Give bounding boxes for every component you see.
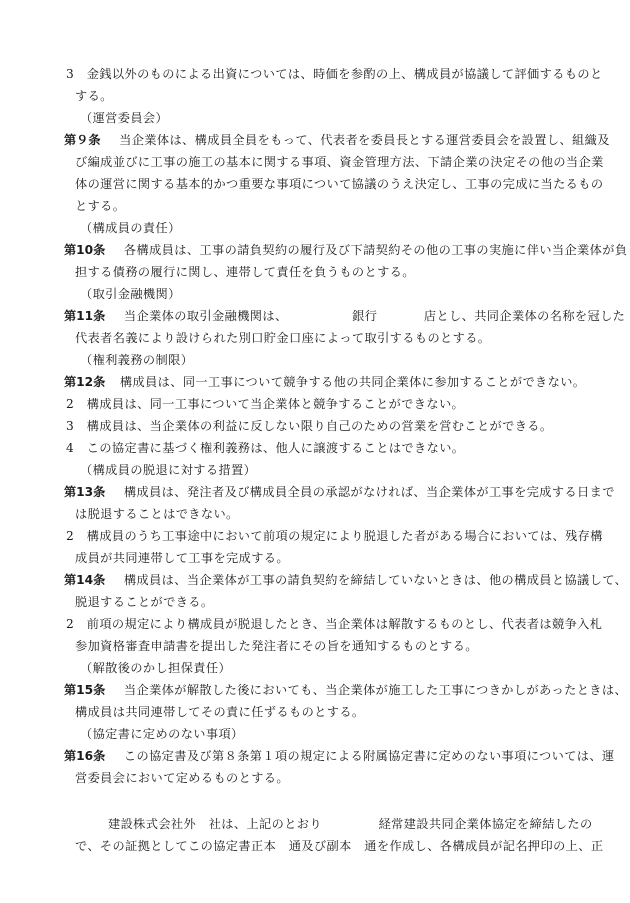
article-number: 第12条 [64, 375, 106, 389]
article-line [64, 682, 627, 698]
paragraph-line: 脱退することができる。 [75, 595, 214, 609]
paragraph-line: 3 構成員は、当企業体の利益に反しない限り自己のための営業を営むことができる。 [66, 419, 553, 433]
paragraph-line: 担する債務の履行に関し、連帯して責任を負うものとする。 [75, 265, 415, 279]
article-number: 第９条 [64, 133, 101, 147]
closing-text-cont: 経常建設共同企業体協定を締結したの [378, 817, 593, 831]
article-text: 構成員は、発注者及び構成員全員の承認がなければ、当企業体が工事を完成する日まで [123, 485, 615, 499]
article-line [64, 572, 627, 588]
paragraph-line: は脱退することはできない。 [75, 507, 239, 521]
section-heading: （運営委員会） [80, 111, 169, 125]
paragraph-line: 2 構成員は、同一工事について当企業体と競争することができない。 [66, 397, 465, 411]
closing-text: 建設株式会社外 社は、上記のとおり [108, 817, 322, 831]
paragraph-line: 3 金銭以外のものによる出資については、時価を参酌の上、構成員が協議して評価するものと [66, 67, 603, 81]
article-text-cont: 店とし、共同企業体の名称を冠した [423, 309, 626, 323]
section-heading: （構成員の責任） [80, 221, 181, 235]
article-number: 第11条 [64, 309, 106, 323]
article-line [64, 374, 585, 390]
paragraph-line: 代表者名義により設けられた別口貯金口座によって取引するものとする。 [75, 331, 491, 345]
article-line [64, 748, 615, 764]
article-line [64, 308, 625, 324]
article-line [64, 132, 610, 148]
bank-label: 銀行 [352, 309, 378, 323]
article-text: 当企業体が解散した後においても、当企業体が施工した工事につきかしがあったときは、 [123, 683, 628, 697]
paragraph-line: する。 [75, 89, 113, 103]
paragraph-line: 営委員会において定めるものとする。 [75, 771, 289, 785]
paragraph-line: とする。 [75, 199, 126, 213]
article-number: 第16条 [64, 749, 106, 763]
paragraph-line: 構成員は共同連帯してその責に任ずるものとする。 [75, 705, 365, 719]
section-heading: （構成員の脱退に対する措置） [80, 463, 257, 477]
paragraph-line: 2 前項の規定により構成員が脱退したとき、当企業体は解散するものとし、代表者は競争入札 [66, 617, 603, 631]
article-number: 第13条 [64, 485, 106, 499]
article-text: 構成員は、当企業体が工事の請負契約を締結していないときは、他の構成員と協議して、 [123, 573, 628, 587]
paragraph-line: 4 この協定書に基づく権利義務は、他人に譲渡することはできない。 [66, 441, 465, 455]
article-number: 第10条 [64, 243, 106, 257]
section-heading: （権利義務の制限） [80, 353, 194, 367]
section-heading: （協定書に定めのない事項） [80, 727, 244, 741]
paragraph-line: 2 構成員のうち工事途中において前項の規定により脱退した者がある場合においては、残存構 [66, 529, 603, 543]
article-text: 各構成員は、工事の請負契約の履行及び下請契約その他の工事の実施に伴い当企業体が負 [123, 243, 628, 257]
paragraph-line: 体の運営に関する基本的かつ重要な事項について協議のうえ決定し、工事の完成に当たるもの [75, 177, 604, 191]
closing-line [108, 816, 593, 832]
section-heading: （解散後のかし担保責任） [80, 661, 232, 675]
article-text: 当企業体は、構成員全員をもって、代表者を委員長とする運営委員会を設置し、組織及 [119, 133, 610, 147]
article-line [64, 242, 627, 258]
closing-line: で、その証拠としてこの協定書正本 通及び副本 通を作成し、各構成員が記名押印の上、正 [75, 839, 604, 853]
paragraph-line: び編成並びに工事の施工の基本に関する事項、資金管理方法、下請企業の決定その他の当企業 [75, 155, 604, 169]
paragraph-line: 参加資格審査申請書を提出した発注者にその旨を通知するものとする。 [75, 639, 478, 653]
article-line [64, 484, 615, 500]
article-text: 当企業体の取引金融機関は、 [123, 309, 288, 323]
paragraph-line: 成員が共同連帯して工事を完成する。 [75, 551, 289, 565]
article-number: 第14条 [64, 573, 106, 587]
article-number: 第15条 [64, 683, 106, 697]
article-text: 構成員は、同一工事について競争する他の共同企業体に参加することができない。 [119, 375, 586, 389]
section-heading: （取引金融機関） [80, 287, 181, 301]
article-text: この協定書及び第８条第１項の規定による附属協定書に定めのない事項については、運 [123, 749, 615, 763]
